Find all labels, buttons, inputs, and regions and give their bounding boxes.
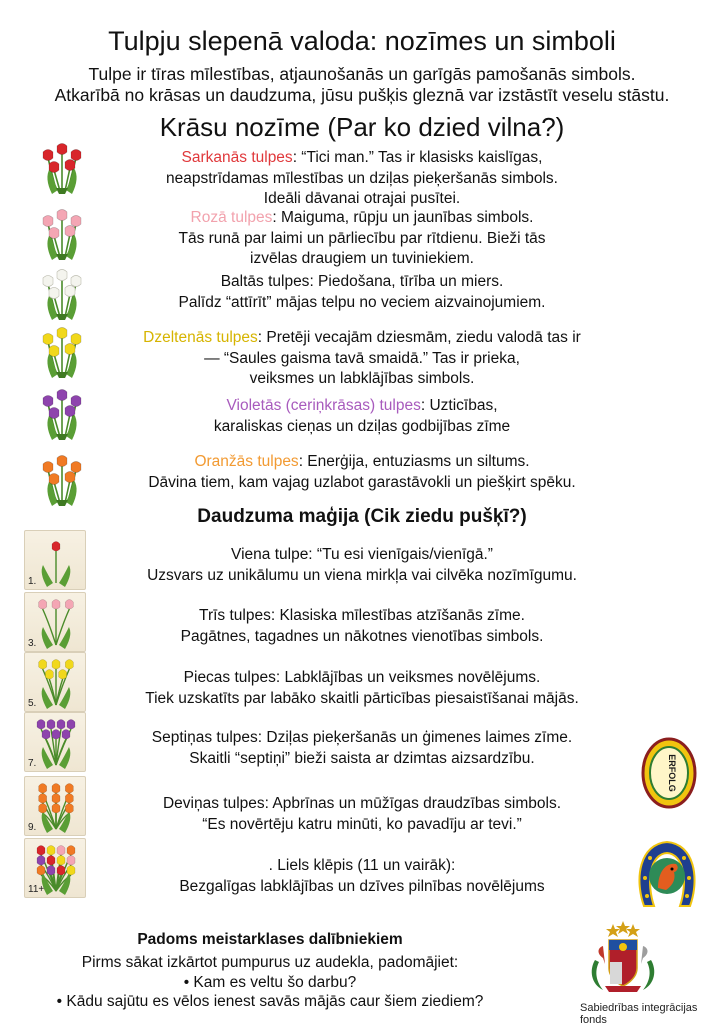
color-meaning-text: : Uzticības, xyxy=(420,397,498,414)
intro-line-2: Atkarībā no krāsas un daudzuma, jūsu pušķis gleznā var izstāstīt veselu stāstu. xyxy=(54,85,670,105)
color-meaning-line-1 xyxy=(0,452,724,473)
quantity-meaning-line-1: . Liels klēpis (11 un vairāk): xyxy=(268,857,456,874)
color-meaning-text: : Pretēji vecajām dziesmām, ziedu valodā tas ir xyxy=(257,329,581,346)
color-name: Sarkanās tulpes xyxy=(181,149,293,166)
tips-question-1: • Kam es veltu šo darbu? xyxy=(183,974,357,991)
erfolg-badge-icon xyxy=(641,737,697,809)
colors-section-title: Krāsu nozīme (Par ko dzied vilna?) xyxy=(159,112,565,142)
color-meaning-item xyxy=(0,328,724,390)
color-meaning-line-2: neapstrīdamas mīlestības un dziļas pieķeršanās simbols. xyxy=(166,169,558,187)
color-meaning-text: : Enerģija, entuziasms un siltums. xyxy=(298,453,530,470)
color-meaning-text: : “Tici man.” Tas ir klasisks kaislīgas, xyxy=(292,149,543,166)
color-name: Dzeltenās tulpes xyxy=(143,329,258,346)
quantity-meaning-line-1: Viena tulpe: “Tu esi vienīgais/vienīgā.” xyxy=(231,546,493,563)
color-meaning-item xyxy=(0,272,724,313)
color-meaning-item xyxy=(0,452,724,493)
tips-intro: Pirms sākat izkārtot pumpurus uz audekla, padomājiet: xyxy=(81,954,459,971)
color-meaning-line-1 xyxy=(0,148,724,169)
color-name: Rozā tulpes xyxy=(190,209,273,226)
color-name: Violetās (ceriņkrāsas) tulpes xyxy=(226,397,421,414)
badge-text: ERFOLG xyxy=(667,754,677,792)
color-meaning-line-1 xyxy=(0,396,724,417)
color-meaning-line-1 xyxy=(0,208,724,229)
quantity-meaning-line-1: Deviņas tulpes: Apbrīnas un mūžīgas draudzības simbols. xyxy=(162,795,562,812)
color-meaning-line-3: veiksmes un labklājības simbols. xyxy=(249,370,475,387)
intro-text xyxy=(0,64,724,106)
color-meaning-line-1 xyxy=(0,328,724,349)
tips-question-2: • Kādu sajūtu es vēlos ienest savās mājās caur šiem ziediem? xyxy=(56,993,484,1010)
fund-name: Sabiedrības integrācijas fonds xyxy=(580,1002,698,1026)
page-title: Tulpju slepenā valoda: nozīmes un simboli xyxy=(108,26,616,56)
tips-title: Padoms meistarklases dalībniekiem xyxy=(137,931,403,948)
color-meaning-item xyxy=(0,396,724,437)
quantity-meaning-line-1: Trīs tulpes: Klasiska mīlestības atzīšanās zīme. xyxy=(199,607,525,624)
quantity-meaning-line-2: Pagātnes, tagadnes un nākotnes vienotības simbols. xyxy=(180,627,544,645)
tulip-count-label: 7. xyxy=(28,758,37,769)
color-meaning-item xyxy=(0,208,724,270)
color-meaning-text: : Piedošana, tīrība un miers. xyxy=(309,273,504,290)
tulip-count-label: 3. xyxy=(28,638,37,649)
color-meaning-text: : Maiguma, rūpju un jaunības simbols. xyxy=(272,209,534,226)
color-meaning-line-3: Ideāli dāvanai otrajai pusītei. xyxy=(263,190,461,207)
color-meaning-line-1 xyxy=(0,272,724,293)
intro-line-1: Tulpe ir tīras mīlestības, atjaunošanās un garīgās pamošanās simbols. xyxy=(88,64,636,84)
tulip-count-label: 11+ xyxy=(28,884,45,895)
quantity-meaning-item xyxy=(0,728,724,769)
quantity-meaning-item xyxy=(0,856,724,897)
quantity-meaning-line-2: Uzsvars uz unikālumu un viena mirkļa vai cilvēka nozīmīgumu. xyxy=(147,566,577,584)
quantity-section-title: Daudzuma maģija (Cik ziedu pušķī?) xyxy=(197,506,527,527)
quantity-meaning-item xyxy=(0,606,724,647)
color-meaning-line-2: Dāvina tiem, kam vajag uzlabot garastāvokli un piešķirt spēku. xyxy=(148,473,576,491)
quantity-meaning-line-2: Skaitli “septiņi” bieži saista ar dzimtas aizsardzību. xyxy=(189,749,535,767)
color-name: Oranžās tulpes xyxy=(194,453,299,470)
color-name: Baltās tulpes xyxy=(220,273,310,290)
quantity-meaning-item xyxy=(0,545,724,586)
color-meaning-line-2: Tās runā par laimi un pārliecību par rītdienu. Bieži tās xyxy=(178,229,546,247)
latvian-coat-of-arms-icon xyxy=(583,920,663,996)
tulip-count-label: 1. xyxy=(28,576,37,587)
color-meaning-item xyxy=(0,148,724,210)
quantity-meaning-line-2: Bezgalīgas labklājības un dzīves pilnības novēlējums xyxy=(179,877,545,895)
quantity-meaning-item xyxy=(0,668,724,709)
quantity-meaning-line-1: Septiņas tulpes: Dziļas pieķeršanās un ģimenes laimes zīme. xyxy=(151,729,573,746)
color-meaning-line-2: Palīdz “attīrīt” mājas telpu no veciem aizvainojumiem. xyxy=(178,293,546,311)
horse-horseshoe-icon xyxy=(636,838,698,912)
quantity-meaning-line-2: “Es novērtēju katru minūti, ko pavadīju ar tevi.” xyxy=(202,815,522,833)
tulip-count-label: 9. xyxy=(28,822,37,833)
quantity-meaning-line-1: Piecas tulpes: Labklājības un veiksmes novēlējums. xyxy=(183,669,541,686)
tulip-count-label: 5. xyxy=(28,698,37,709)
quantity-meaning-line-2: Tiek uzskatīts par labāko skaitli pārticības piesaistīšanai mājās. xyxy=(145,689,579,707)
color-meaning-line-2: karaliskas cieņas un dziļas godbijības zīme xyxy=(213,417,511,435)
color-meaning-line-3: izvēlas draugiem un tuviniekiem. xyxy=(250,250,474,267)
quantity-meaning-item xyxy=(0,794,724,835)
color-meaning-line-2: — “Saules gaisma tavā smaidā.” Tas ir prieka, xyxy=(204,349,520,367)
